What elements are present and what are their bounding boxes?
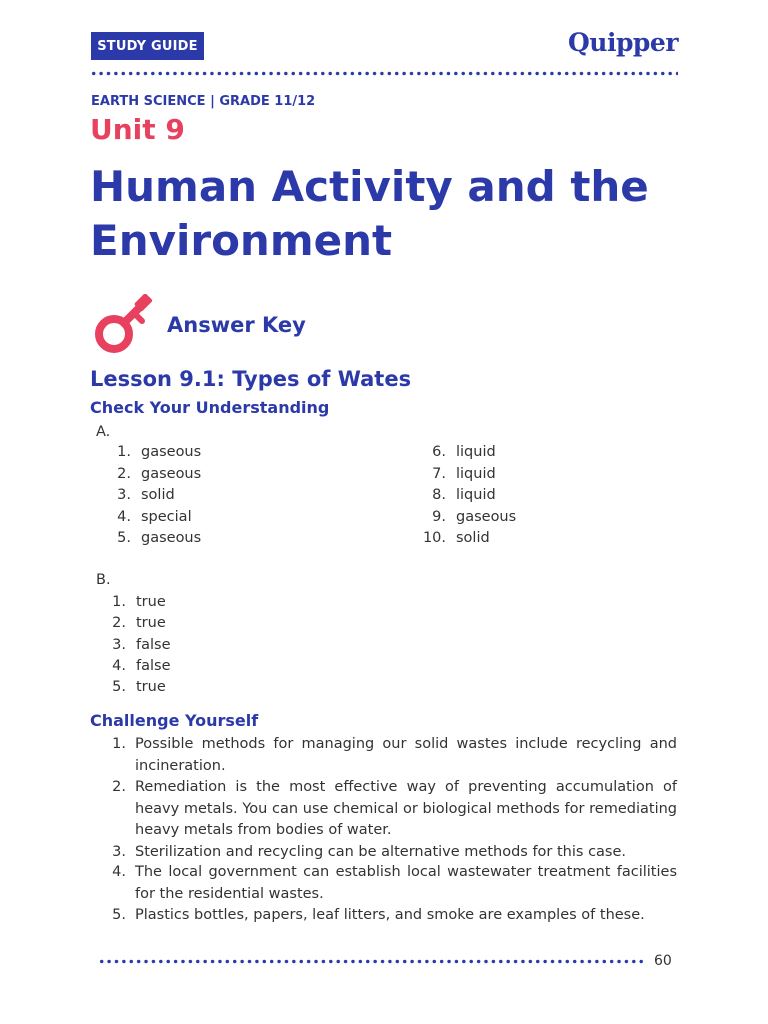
list-item: 3. solid [117, 487, 175, 503]
list-item: 7. liquid [432, 466, 496, 482]
subject-grade-label: EARTH SCIENCE | GRADE 11/12 [91, 94, 316, 109]
list-item: 9. gaseous [432, 509, 517, 525]
list-item: 10. solid [422, 530, 490, 546]
list-item: 1. gaseous [117, 444, 202, 460]
bottom-dotted-divider [98, 959, 644, 964]
top-dotted-divider [90, 71, 678, 76]
answer-key-heading: Answer Key [167, 313, 306, 337]
list-item: 5. gaseous [117, 530, 202, 546]
part-a-label: A. [96, 424, 111, 440]
page-title: Human Activity and the Environment [90, 162, 649, 265]
lesson-heading: Lesson 9.1: Types of Wates [90, 367, 412, 391]
list-item: 1. true [112, 594, 166, 610]
quipper-logo: Quipper [568, 28, 678, 57]
list-item: 1. Possible methods for managing our solid wastes include recycling and incineration. [112, 736, 677, 774]
list-item: 3. Sterilization and recycling can be alternative methods for this case. [112, 844, 627, 860]
key-icon [92, 294, 158, 356]
unit-label: Unit 9 [90, 113, 185, 146]
list-item: 2. true [112, 615, 166, 631]
challenge-yourself-heading: Challenge Yourself [90, 711, 259, 730]
page-number: 60 [654, 953, 672, 969]
part-b-label: B. [96, 572, 111, 588]
list-item: 2. gaseous [117, 466, 202, 482]
list-item: 3. false [112, 637, 171, 653]
list-item: 4. The local government can establish local wastewater treatment facilities for the residential wastes. [112, 864, 677, 902]
list-item: 2. Remediation is the most effective way of preventing accumulation of heavy metals. You can use chemical or biological methods for remediating heavy metals from bodies of water. [112, 779, 677, 838]
study-guide-badge: STUDY GUIDE [91, 32, 204, 60]
list-item: 5. true [112, 679, 166, 695]
list-item: 4. special [117, 509, 192, 525]
list-item: 4. false [112, 658, 171, 674]
list-item: 5. Plastics bottles, papers, leaf litters, and smoke are examples of these. [112, 907, 645, 923]
list-item: 6. liquid [432, 444, 496, 460]
list-item: 8. liquid [432, 487, 496, 503]
check-understanding-heading: Check Your Understanding [90, 398, 330, 417]
